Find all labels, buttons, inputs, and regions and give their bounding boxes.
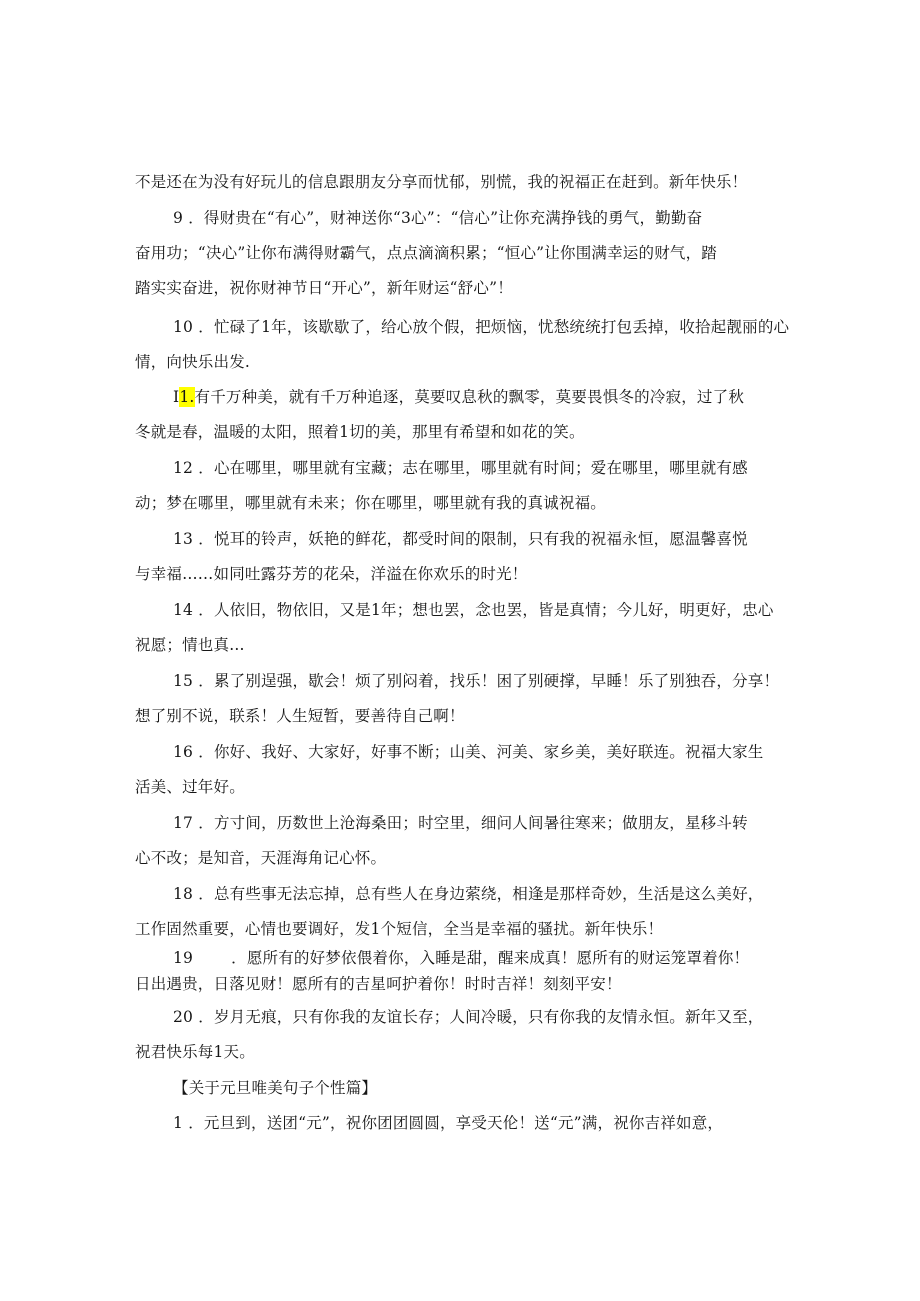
paragraph-line bbox=[135, 278, 513, 298]
paragraph-line bbox=[173, 1113, 723, 1133]
line-text: 与幸福……如同吐露芬芳的花朵，洋溢在你欢乐的时光！ bbox=[135, 565, 528, 583]
line-text: ．岁月无痕，只有你我的友谊长存；人间冷暖，只有你我的友情永恒。新年又至， bbox=[198, 1008, 764, 1026]
paragraph-line bbox=[173, 884, 763, 904]
item-number: 18 bbox=[173, 885, 194, 903]
line-text: 动；梦在哪里，哪里就有未来；你在哪里，哪里就有我的真诚祝福。 bbox=[135, 494, 607, 512]
line-text: ．人依旧，物依旧，又是1年；想也罢，念也罢，皆是真情；今儿好，明更好，忠心 bbox=[198, 601, 774, 619]
line-text: ．累了别逞强，歇会！烦了别闷着，找乐！困了别硬撑，早睡！乐了别独吞，分享！ bbox=[198, 672, 780, 690]
item-number: 16 bbox=[173, 743, 194, 761]
item-number: 1 bbox=[173, 1114, 184, 1132]
line-text: 奋用功；“决心”让你布满得财霸气，点点滴滴积累；“恒心”让你围满幸运的财气，踏 bbox=[135, 244, 717, 262]
paragraph-line bbox=[173, 458, 748, 478]
section-heading bbox=[173, 1078, 377, 1098]
paragraph-line bbox=[135, 635, 245, 655]
paragraph-line bbox=[135, 848, 386, 868]
line-text: ．愿所有的好梦依偎着你，入睡是甜，醒来成真！愿所有的财运笼罩着你！ bbox=[231, 949, 750, 967]
paragraph-line bbox=[135, 706, 465, 726]
line-text: ．悦耳的铃声，妖艳的鲜花，都受时间的限制，只有我的祝福永恒，愿温馨喜悦 bbox=[198, 530, 748, 548]
paragraph-line bbox=[173, 742, 763, 762]
line-text: 不是还在为没有好玩儿的信息跟朋友分享而忧郁，别慌，我的祝福正在赶到。新年快乐！ bbox=[135, 173, 748, 191]
line-text: 祝君快乐每1天。 bbox=[135, 1043, 255, 1061]
line-text: ．你好、我好、大家好，好事不断；山美、河美、家乡美，美好联连。祝福大家生 bbox=[198, 743, 764, 761]
paragraph-line bbox=[135, 1042, 255, 1062]
paragraph-line bbox=[135, 493, 606, 513]
paragraph-line bbox=[173, 1007, 763, 1027]
paragraph-line bbox=[173, 600, 774, 620]
item-number-highlight: 1. bbox=[179, 388, 195, 406]
line-text: 工作固然重要，心情也要调好，发1个短信，全当是幸福的骚扰。新年快乐！ bbox=[135, 920, 664, 938]
paragraph-line bbox=[135, 172, 747, 192]
line-text: 想了别不说，联系！人生短暂，要善待自己啊！ bbox=[135, 707, 465, 725]
paragraph-line bbox=[173, 813, 748, 833]
item-number: 15 bbox=[173, 672, 194, 690]
paragraph-line bbox=[173, 948, 749, 968]
paragraph-line bbox=[135, 564, 528, 584]
line-text: ．心在哪里，哪里就有宝藏；志在哪里，哪里就有时间；爱在哪里，哪里就有感 bbox=[198, 459, 748, 477]
line-text: 心不改；是知音，天涯海角记心怀。 bbox=[135, 849, 387, 867]
line-text: ．忙碌了1年，该歇歇了，给心放个假，把烦恼，忧愁统统打包丢掉，收拾起靓丽的心 bbox=[198, 318, 790, 336]
line-text: 有千万种美，就有千万种追逐，莫要叹息秋的飘零，莫要畏惧冬的冷寂，过了秋 bbox=[194, 388, 745, 406]
paragraph-line bbox=[135, 352, 250, 372]
line-text: ．得财贵在“有心”，财神送你“3心”：“信心”让你充满挣钱的勇气，勤勤奋 bbox=[188, 209, 703, 227]
line-text: 冬就是春，温暖的太阳，照着1切的美，那里有希望和如花的笑。 bbox=[135, 423, 585, 441]
item-number: 12 bbox=[173, 459, 194, 477]
paragraph-line bbox=[173, 208, 702, 228]
paragraph-line bbox=[135, 919, 663, 939]
item-number: 19 bbox=[173, 949, 194, 967]
paragraph-line bbox=[173, 529, 748, 549]
item-number: 14 bbox=[173, 601, 194, 619]
line-text: 活美、过年好。 bbox=[135, 778, 245, 796]
line-text: ．元旦到，送团“元”，祝你团团圆圆，享受天伦！送“元”满，祝你吉祥如意， bbox=[188, 1114, 724, 1132]
paragraph-line bbox=[135, 422, 585, 442]
item-number: 17 bbox=[173, 814, 194, 832]
paragraph-line bbox=[135, 974, 622, 994]
paragraph-line bbox=[173, 387, 744, 407]
paragraph-line bbox=[135, 243, 717, 263]
line-text: 情，向快乐出发. bbox=[135, 353, 251, 371]
line-text: 日出遇贵，日落见财！愿所有的吉星呵护着你！时时吉祥！刻刻平安！ bbox=[135, 975, 622, 993]
heading-text: 【关于元旦唯美句子个性篇】 bbox=[173, 1079, 378, 1097]
paragraph-line bbox=[173, 317, 789, 337]
line-text: 踏实实奋进，祝你财神节日“开心”，新年财运“舒心”！ bbox=[135, 279, 513, 297]
line-text: ．总有些事无法忘掉，总有些人在身边萦绕，相逢是那样奇妙，生活是这么美好， bbox=[198, 885, 764, 903]
item-number: 10 bbox=[173, 318, 194, 336]
line-text: 祝愿；情也真... bbox=[135, 636, 245, 654]
item-number: 13 bbox=[173, 530, 194, 548]
paragraph-line bbox=[173, 671, 779, 691]
paragraph-line bbox=[135, 777, 245, 797]
line-text: ．方寸间，历数世上沧海桑田；时空里，细问人间暑往寒来；做朋友，星移斗转 bbox=[198, 814, 748, 832]
item-number: 9 bbox=[173, 209, 184, 227]
item-number: I bbox=[173, 388, 180, 406]
item-number: 20 bbox=[173, 1008, 194, 1026]
